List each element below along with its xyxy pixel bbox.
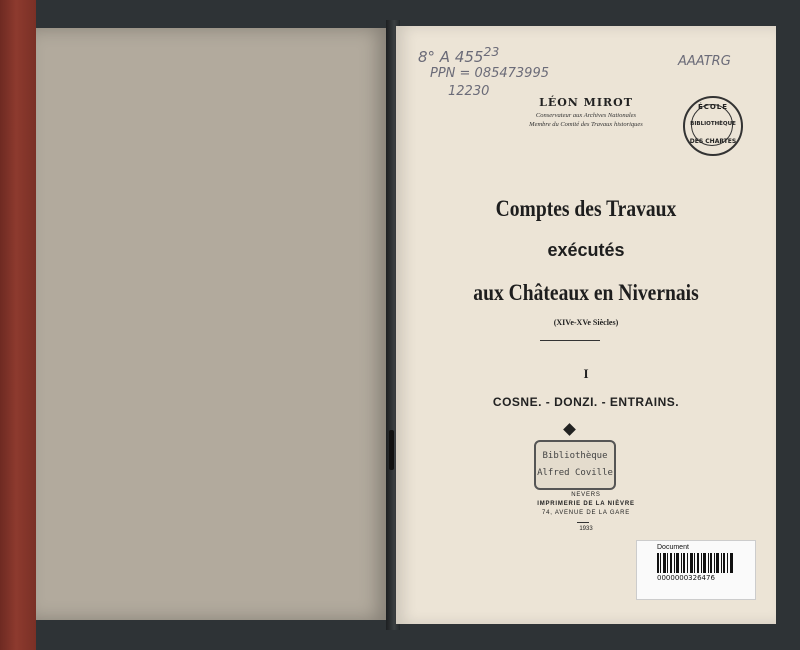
places-list: COSNE. - DONZI. - ENTRAINS. <box>492 395 680 409</box>
reference-number: 12230 <box>448 84 490 99</box>
title-line-3: aux Châteaux en Nivernais <box>473 280 699 305</box>
binding-clip <box>389 430 394 470</box>
coville-library-stamp <box>534 440 616 490</box>
coville-stamp-line-1: Bibliothèque <box>542 451 608 461</box>
barcode-label <box>636 540 756 600</box>
volume-number: I <box>583 366 589 381</box>
ecole-des-chartes-stamp <box>683 96 743 156</box>
coville-stamp-line-2: Alfred Coville <box>537 468 613 478</box>
publication-year: 1933 <box>579 526 593 532</box>
barcode-number: 0000000326476 <box>657 574 715 582</box>
imprint-printer: IMPRIMERIE DE LA NIÈVRE <box>537 501 635 507</box>
diamond-ornament-icon <box>563 423 576 436</box>
author-name: LÉON MIROT <box>539 96 633 109</box>
imprint-rule <box>577 522 589 523</box>
shelf-mark-sup: 23 <box>483 44 500 59</box>
shelf-mark: 8° A $455^{23}$ <box>418 44 500 66</box>
stamp-bottom-text: DES CHARTES <box>689 138 737 145</box>
author-role-1: Conservateur aux Archives Nationales <box>535 112 637 119</box>
title-line-2: exécutés <box>547 240 625 260</box>
imprint-city: NEVERS <box>571 492 601 498</box>
stamp-middle-text: BIBLIOTHÈQUE <box>690 121 736 127</box>
book-spine <box>0 0 36 650</box>
title-page <box>396 26 776 624</box>
century-subtitle: (XIVe-XVe Siècles) <box>553 318 619 327</box>
imprint-address: 74, AVENUE DE LA GARE <box>541 510 631 516</box>
stamp-top-text: ÉCOLE <box>697 103 729 111</box>
catalog-code: AAATRG <box>678 54 731 69</box>
ppn-note: PPN = 085473995 <box>430 66 549 81</box>
author-role-2: Membre du Comité des Travaux historiques <box>529 121 643 128</box>
title-line-1: Comptes des Travaux <box>495 196 677 221</box>
title-rule <box>540 340 600 341</box>
barcode-icon <box>657 553 735 573</box>
barcode-caption: Document <box>657 544 689 551</box>
left-page <box>36 28 388 620</box>
